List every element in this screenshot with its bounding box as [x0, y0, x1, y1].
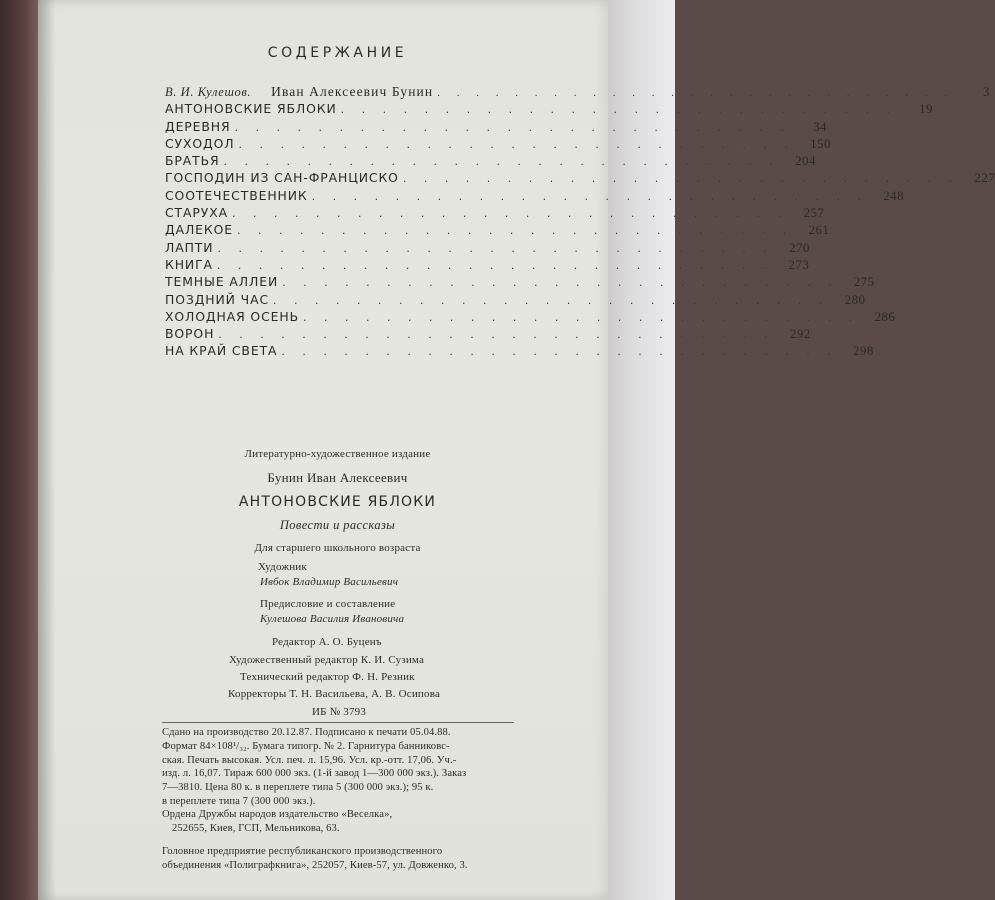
toc-entry — [165, 326, 811, 343]
imprint-genre: Повести и рассказы — [279, 518, 396, 532]
toc-entry-page: 280 — [844, 291, 866, 307]
toc-leader: . . . . . . . . . . . . . . . . . . . . . . . . . . . — [273, 293, 830, 307]
toc-entry — [165, 187, 904, 205]
toc-entry-page: 273 — [788, 256, 810, 272]
toc-entry — [165, 239, 810, 257]
artist-name: Ивбок Владимир Васильевич — [260, 576, 399, 588]
preface-name: Кулешова Василия Ивановича — [260, 613, 405, 625]
tech-editor: Технический редактор Ф. Н. Резник — [240, 671, 415, 683]
toc-entry-title: СТАРУХА — [165, 205, 228, 221]
toc-entry-title: ПОЗДНИЙ ЧАС — [165, 291, 270, 307]
toc-entry — [165, 118, 827, 136]
toc-intro-title: Иван Алексеевич Бунин — [271, 84, 434, 99]
toc-entry — [165, 274, 875, 291]
proofreaders: Корректоры Т. Н. Васильева, А. В. Осипова — [228, 688, 441, 700]
toc-entry — [165, 256, 810, 274]
toc-entry-page: 248 — [883, 187, 904, 203]
toc-entry-page: 270 — [789, 239, 810, 255]
artist-label: Художник — [258, 561, 307, 573]
toc-entry-title: ВОРОН — [165, 326, 215, 342]
toc-entry — [165, 222, 830, 239]
imprint-title: АНТОНОВСКИЕ ЯБЛОКИ — [238, 494, 437, 510]
production-line: Формат 84×108¹/₃₂. Бумага типогр. № 2. Гарнитура банниковс- — [162, 740, 450, 752]
toc-entry-title: СООТЕЧЕСТВЕННИК — [165, 187, 308, 203]
production-line: 7—3810. Цена 80 к. в переплете типа 5 (300 000 экз.); 95 к. — [162, 782, 434, 794]
toc-entry-page: 19 — [919, 101, 933, 117]
art-editor: Художественный редактор К. И. Сузима — [229, 654, 425, 666]
publisher-line: 252655, Киев, ГСП, Мельникова, 63. — [172, 822, 340, 834]
toc-entry-page: 261 — [808, 222, 830, 238]
contents-heading: СОДЕРЖАНИЕ — [267, 45, 408, 61]
toc-entry-page: 286 — [874, 308, 896, 324]
toc-leader: . . . . . . . . . . . . . . . . . . . . . . . . . . . — [437, 87, 954, 99]
toc-entry — [165, 153, 816, 170]
publisher-info — [162, 808, 514, 836]
toc-entry — [165, 101, 933, 118]
divider-line — [162, 722, 514, 723]
toc-entry — [165, 205, 825, 222]
toc-entry-page: 257 — [803, 205, 825, 221]
production-details — [162, 726, 514, 809]
toc-entry — [165, 308, 896, 326]
table-of-contents — [165, 84, 995, 361]
toc-entry-title: ХОЛОДНАЯ ОСЕНЬ — [165, 308, 299, 324]
toc-intro-page: 3 — [983, 84, 990, 99]
production-line: в переплете типа 7 (300 000 экз.). — [162, 795, 316, 807]
toc-entry-page: 204 — [795, 153, 816, 169]
toc-entry — [165, 135, 831, 153]
toc-entry-title: СУХОДОЛ — [165, 135, 235, 151]
toc-entry-title: НА КРАЙ СВЕТА — [165, 343, 278, 359]
toc-leader: . . . . . . . . . . . . . . . . . . . . . . . . . . . — [281, 345, 838, 359]
toc-leader: . . . . . . . . . . . . . . . . . . . . . . . . . . . — [238, 137, 795, 151]
toc-entry-title: АНТОНОВСКИЕ ЯБЛОКИ — [165, 101, 337, 117]
toc-entry-title: ЛАПТИ — [165, 239, 214, 255]
production-line: изд. л. 16,07. Тираж 600 000 экз. (1-й завод 1—300 000 экз.). Заказ — [162, 768, 467, 780]
toc-entry — [165, 343, 874, 360]
toc-leader: . . . . . . . . . . . . . . . . . . . . . . . . . . . — [236, 224, 794, 238]
toc-entry-page: 150 — [810, 135, 831, 151]
toc-leader: . . . . . . . . . . . . . . . . . . . . . . . . . . . — [231, 207, 789, 221]
ib-number: ИБ № 3793 — [312, 706, 367, 718]
toc-entry-page: 298 — [853, 343, 874, 359]
preface-label: Предисловие и составление — [260, 598, 396, 610]
toc-entry-page: 227 — [974, 170, 995, 186]
toc-leader: . . . . . . . . . . . . . . . . . . . . . . . . . . . — [311, 189, 868, 203]
toc-leader: . . . . . . . . . . . . . . . . . . . . . . . . . . . — [216, 258, 774, 272]
toc-entry-title: ДАЛЕКОЕ — [165, 222, 233, 238]
toc-leader: . . . . . . . . . . . . . . . . . . . . . . . . . . . — [282, 276, 839, 290]
production-line: Сдано на производство 20.12.87. Подписано к печати 05.04.88. — [162, 727, 451, 738]
toc-entry-page: 275 — [853, 274, 875, 290]
toc-leader: . . . . . . . . . . . . . . . . . . . . . . . . . . . — [402, 172, 960, 186]
printer-line: Головное предприятие республиканского производственного — [162, 846, 443, 857]
printer-line: объединения «Полиграфкнига», 252057, Киев-57, ул. Довженко, 3. — [162, 859, 468, 871]
toc-leader: . . . . . . . . . . . . . . . . . . . . . . . . . . . — [302, 310, 860, 324]
printer-info — [162, 845, 514, 873]
toc-leader: . . . . . . . . . . . . . . . . . . . . . . . . . . . — [217, 241, 774, 255]
toc-leader: . . . . . . . . . . . . . . . . . . . . . . . . . . . — [218, 328, 775, 342]
toc-entry-title: ГОСПОДИН ИЗ САН-ФРАНЦИСКО — [165, 170, 399, 186]
edition-type: Литературно-художественное издание — [244, 448, 431, 460]
toc-entry-title: ТЕМНЫЕ АЛЛЕИ — [165, 274, 279, 290]
toc-entry-title: БРАТЬЯ — [165, 153, 220, 169]
toc-entry-title: КНИГА — [165, 256, 213, 272]
toc-entry-intro — [165, 84, 990, 101]
imprint-audience: Для старшего школьного возраста — [254, 542, 421, 554]
editor: Редактор А. О. Буценъ — [272, 636, 382, 648]
toc-leader: . . . . . . . . . . . . . . . . . . . . . . . . . . . — [234, 120, 791, 134]
toc-entry-page: 34 — [813, 118, 827, 134]
toc-entry-title: ДЕРЕВНЯ — [165, 118, 231, 134]
production-line: ская. Печать высокая. Усл. печ. л. 15,96. Усл. кр.-отт. 17,06. Уч.- — [162, 754, 457, 766]
toc-leader: . . . . . . . . . . . . . . . . . . . . . . . . . . . — [340, 103, 897, 117]
toc-intro-author: В. И. Кулешов. — [165, 85, 252, 99]
publisher-line: Ордена Дружбы народов издательство «Веселка», — [162, 809, 393, 820]
toc-entry — [165, 170, 995, 187]
toc-entry — [165, 291, 866, 309]
toc-entry-page: 292 — [789, 326, 811, 342]
toc-leader: . . . . . . . . . . . . . . . . . . . . . . . . . . . — [223, 155, 780, 169]
imprint-author: Бунин Иван Алексеевич — [267, 470, 408, 485]
